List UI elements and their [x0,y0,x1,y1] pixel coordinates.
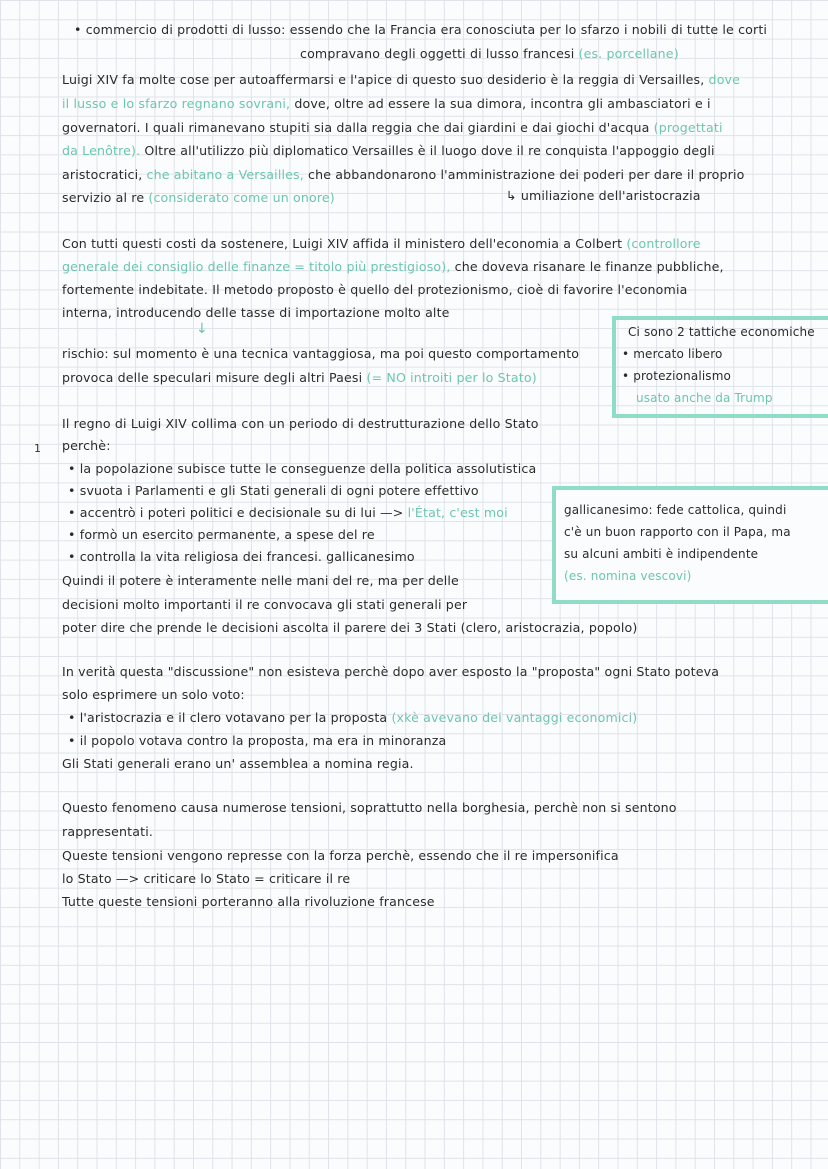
text-span: Con tutti questi costi da sostenere, Luigi XIV affida il ministero dell'economia a Colbert [62,236,623,251]
text-span: Queste tensioni vengono represse con la forza perchè, essendo che il re impersonifica [62,848,619,863]
bullet-item [68,710,637,726]
side-note [506,188,701,204]
text-line [62,824,153,840]
teal-annotation: usato anche da Trump [636,391,773,405]
text-span: fortemente indebitate. Il metodo proposto è quello del protezionismo, cioè di favorire l'economia [62,282,688,297]
text-span: perchè: [62,438,111,453]
text-line [62,871,350,887]
text-span: In verità questa "discussione" non esisteva perchè dopo aver esposto la "proposta" ogni Stato poteva [62,664,720,679]
text-line [62,573,459,589]
teal-annotation: (considerato come un onore) [144,190,335,205]
text-span: rappresentati. [62,824,154,839]
text-line [62,894,435,910]
text-span: • controlla la vita religiosa dei francesi. gallicanesimo [68,549,415,564]
teal-annotation: (xkè avevano dei vantaggi economici) [387,710,638,725]
text-span: Oltre all'utilizzo più diplomatico Versailles è il luogo dove il re conquista l'appoggio degli [140,143,715,158]
text-span: • formò un esercito permanente, a spese del re [68,527,375,542]
text-line [62,143,715,159]
text-line [62,620,637,636]
teal-annotation: (= NO introiti per lo Stato) [362,370,537,385]
box-line [622,346,723,362]
bullet-item [68,549,415,565]
teal-annotation: dove [704,72,741,87]
text-span: solo esprimere un solo voto: [62,687,245,702]
teal-annotation: (es. porcellane) [574,46,679,61]
arrow-down-icon: ↓ [196,321,208,337]
text-span: gallicanesimo: fede cattolica, quindi [564,503,787,517]
text-span: ↳ umiliazione dell'aristocrazia [506,188,701,203]
teal-annotation: (es. nomina vescovi) [564,569,692,583]
text-line [62,416,539,432]
box-line [622,368,731,384]
box-line [636,390,773,406]
text-span: • il popolo votava contro la proposta, ma era in minoranza [68,733,447,748]
text-line [62,848,619,864]
text-line [62,664,719,680]
teal-annotation: il lusso e lo sfarzo regnano sovrani, [62,96,291,111]
text-line [62,800,677,816]
text-span: • l'aristocrazia e il clero votavano per la proposta [68,710,388,725]
box-line [564,524,791,540]
text-span: aristocratici, [62,167,143,182]
highlight-box-tactics [612,316,828,418]
teal-annotation: l'État, c'est moi [403,505,508,520]
text-span: interna, introducendo delle tasse di importazione molto alte [62,305,450,320]
text-span: dove, oltre ad essere la sua dimora, incontra gli ambasciatori e i [290,96,711,111]
text-line [62,167,744,183]
text-span: che doveva risanare le finanze pubbliche, [450,259,724,274]
bullet-item [68,733,446,749]
text-line [300,46,679,62]
text-line [62,72,740,88]
text-span: rischio: sul momento è una tecnica vantaggiosa, ma poi questo comportamento [62,346,580,361]
text-span: c'è un buon rapporto con il Papa, ma [564,525,791,539]
text-line [62,282,687,298]
teal-annotation: da Lenôtre). [62,143,141,158]
text-span: Gli Stati generali erano un' assemblea a nomina regia. [62,756,414,771]
text-span: servizio al re [62,190,145,205]
text-line [62,438,111,454]
text-span: • accentrò i poteri politici e decisionale su di lui —> [68,505,404,520]
text-line [62,96,711,112]
box-line [628,324,815,340]
text-line [62,120,723,136]
text-span: governatori. I quali rimanevano stupiti sia dalla reggia che dai giardini e dai giochi d'acqua [62,120,650,135]
highlight-box-gallicanism [552,486,828,604]
text-line [62,190,335,206]
text-line [74,22,767,38]
text-line [62,756,414,772]
text-line [62,597,467,613]
text-span: • protezionalismo [622,369,732,383]
bullet-item [68,483,479,499]
text-span: poter dire che prende le decisioni ascolta il parere dei 3 Stati (clero, aristocrazia, popolo) [62,620,638,635]
text-span: su alcuni ambiti è indipendente [564,547,759,561]
text-span: • svuota i Parlamenti e gli Stati generali di ogni potere effettivo [68,483,479,498]
bullet-item [68,527,375,543]
bullet-item [68,505,508,521]
text-line [62,687,245,703]
text-line [62,305,450,321]
text-span: compravano degli oggetti di lusso francesi [300,46,575,61]
text-span: Luigi XIV fa molte cose per autoaffermarsi e l'apice di questo suo desiderio è la reggia di Versailles, [62,72,705,87]
text-span: Tutte queste tensioni porteranno alla rivoluzione francese [62,894,435,909]
text-line [62,259,724,275]
box-line [564,568,691,584]
text-span: • commercio di prodotti di lusso: essendo che la Francia era conosciuta per lo sfarzo i nobili di tutte le corti [74,22,768,37]
teal-annotation: (controllore [622,236,701,251]
text-span: Il regno di Luigi XIV collima con un periodo di destrutturazione dello Stato [62,416,539,431]
margin-mark: 1 [34,442,41,455]
text-line [62,346,579,362]
teal-annotation: che abitano a Versailles, [142,167,304,182]
box-line [564,502,786,518]
text-line [62,236,701,252]
text-span: decisioni molto importanti il re convocava gli stati generali per [62,597,468,612]
text-span: lo Stato —> criticare lo Stato = criticare il re [62,871,351,886]
text-span: • la popolazione subisce tutte le conseguenze della politica assolutistica [68,461,537,476]
text-span: • mercato libero [622,347,723,361]
text-span: provoca delle speculari misure degli altri Paesi [62,370,363,385]
text-span: che abbandonarono l'amministrazione dei poderi per dare il proprio [303,167,745,182]
text-line [62,370,537,386]
text-span: Quindi il potere è interamente nelle mani del re, ma per delle [62,573,459,588]
teal-annotation: (progettati [649,120,723,135]
text-span: Ci sono 2 tattiche economiche [628,325,815,339]
text-span: Questo fenomeno causa numerose tensioni, soprattutto nella borghesia, perchè non si sentono [62,800,677,815]
bullet-item [68,461,536,477]
teal-annotation: generale dei consiglio delle finanze = titolo più prestigioso), [62,259,451,274]
box-line [564,546,758,562]
